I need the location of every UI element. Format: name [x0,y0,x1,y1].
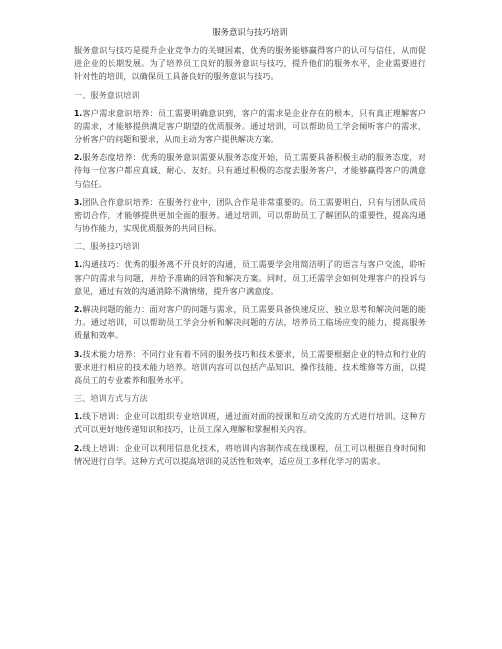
document-page [74,26,426,473]
intro-paragraph: 服务意识与技巧是提升企业竞争力的关键因素，优秀的服务能够赢得客户的认可与信任，从而促进企业的长期发展。为了培养员工良好的服务意识与技巧，提升他们的服务水平，企业需要进行针对性的培训，以确保员工具备良好的服务意识与技巧。 [74,45,426,82]
item-number: 3. [74,197,83,207]
item-text: 服务态度培养：优秀的服务意识需要从服务态度开始，员工需要具备积极主动的服务态度，对待每一位客户都应真诚、耐心、友好。只有通过积极的态度去服务客户，才能够赢得客户的满意与信任。 [74,152,426,189]
item-number: 1. [74,260,83,270]
item-text: 技术能力培养：不同行业有着不同的服务技巧和技术要求，员工需要根据企业的特点和行业的要求进行相应的技术能力培养。培训内容可以包括产品知识、操作技能、技术维修等方面，以提高员工的专业素养和服务水平。 [74,348,426,386]
list-item [74,442,426,468]
list-item [74,258,426,298]
section-heading: 三、培训方式与方法 [74,393,148,404]
item-text: 线上培训：企业可以利用信息化技术，将培训内容制作成在线课程，员工可以根据自身时间和情况进行自学。这种方式可以提高培训的灵活性和效率，适应员工多样化学习的需求。 [74,442,426,466]
list-item [74,303,426,343]
item-number: 2. [74,305,83,315]
item-text: 解决问题的能力：面对客户的问题与需求，员工需要具备快速反应、独立思考和解决问题的能力。通过培训，可以帮助员工学会分析和解决问题的方法，培养员工临场应变的能力，提高服务质量和效率。 [74,304,426,341]
item-number: 2. [74,443,83,453]
item-text: 线下培训：企业可以组织专业培训班，通过面对面的授课和互动交流的方式进行培训。这种方式可以更好地传递知识和技巧，让员工深入理解和掌握相关内容。 [74,411,426,435]
document-title: 服务意识与技巧培训 [212,27,288,37]
item-text: 客户需求意识培养：员工需要明确意识到，客户的需求是企业存在的根本，只有真正理解客户的需求，才能够提供满足客户期望的优质服务。通过培训，可以帮助员工学会倾听客户的需求，分析客户的问题和要求，从而主动为客户提供解决方案。 [74,107,426,145]
item-number: 3. [74,349,83,359]
section-heading: 二、服务技巧培训 [74,241,140,252]
item-number: 1. [74,108,83,118]
item-number: 1. [74,412,83,422]
list-item [74,196,426,236]
item-number: 2. [74,153,83,163]
list-item [74,410,426,436]
list-item [74,107,426,147]
item-text: 沟通技巧：优秀的服务离不开良好的沟通，员工需要学会用简洁明了的语言与客户交流，聆听客户的需求与问题，并给予准确的回答和解决方案。同时，员工还需学会如何处理客户的投诉与意见，通过有效的沟通消除不满情绪，提升客户满意度。 [74,259,426,296]
list-item [74,348,426,388]
section-heading: 一、服务意识培训 [74,89,140,100]
list-item [74,151,426,191]
item-text: 团队合作意识培养：在服务行业中，团队合作是非常重要的。员工需要明白，只有与团队成员密切合作，才能够提供更加全面的服务。通过培训，可以帮助员工了解团队的重要性，提高沟通与协作能力，实现优质服务的共同目标。 [74,196,426,234]
